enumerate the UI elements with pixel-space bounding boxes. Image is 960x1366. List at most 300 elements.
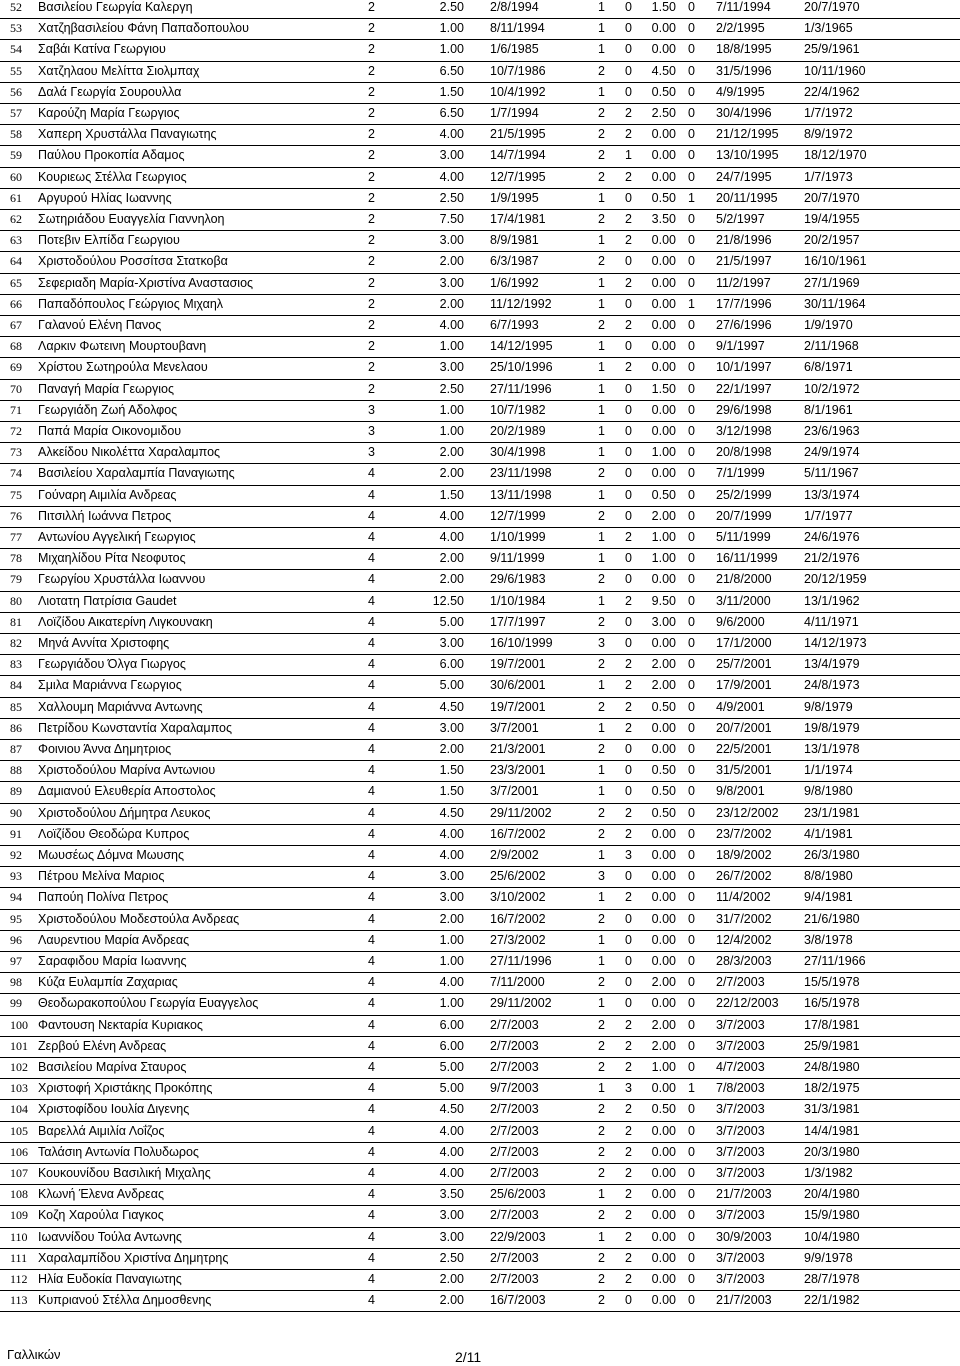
count-b: 2	[625, 530, 632, 544]
count-a: 2	[598, 975, 605, 990]
points: 4.50	[439, 805, 464, 820]
category: 4	[368, 487, 375, 502]
points: 1.00	[439, 21, 464, 36]
category: 2	[368, 360, 375, 375]
count-a: 1	[598, 445, 605, 460]
service-date: 17/9/2001	[716, 678, 772, 693]
extra-points: 0.00	[651, 911, 676, 926]
count-b: 1	[625, 148, 632, 163]
count-b: 0	[625, 84, 632, 99]
row-number: 53	[10, 21, 22, 36]
flag: 0	[688, 593, 695, 608]
appointment-date: 2/7/2003	[490, 1272, 539, 1286]
table-row	[0, 781, 960, 803]
service-date: 9/8/2001	[716, 784, 765, 799]
table-row	[0, 336, 960, 358]
row-number: 52	[10, 0, 22, 14]
birth-date: 1/9/1970	[804, 318, 853, 332]
count-a: 1	[598, 763, 605, 778]
extra-points: 0.00	[651, 339, 676, 354]
flag: 0	[688, 318, 695, 332]
full-name: Ποτεβιν Ελπίδα Γεωργιου	[38, 233, 180, 248]
birth-date: 23/1/1981	[804, 805, 860, 820]
flag: 0	[688, 720, 695, 735]
points: 4.00	[439, 318, 464, 332]
full-name: Βασιλείου Γεωργία Καλεργη	[38, 0, 193, 14]
flag: 1	[688, 296, 695, 311]
flag: 0	[688, 975, 695, 990]
birth-date: 22/4/1962	[804, 84, 860, 99]
full-name: Βασιλείου Χαραλαμπία Παναγιωτης	[38, 466, 235, 481]
appointment-date: 21/3/2001	[490, 742, 546, 756]
full-name: Κουκουνίδου Βασιλική Μιχαλης	[38, 1166, 211, 1180]
appointment-date: 1/10/1999	[490, 530, 546, 544]
birth-date: 20/3/1980	[804, 1144, 860, 1159]
service-date: 10/1/1997	[716, 360, 772, 375]
flag: 0	[688, 508, 695, 523]
full-name: Λοϊζίδου Αικατερίνη Λιγκουνακη	[38, 614, 213, 629]
table-row	[0, 400, 960, 422]
category: 4	[368, 1293, 375, 1308]
full-name: Χαλλουμη Μαριάννα Αντωνης	[38, 699, 203, 714]
points: 1.00	[439, 954, 464, 968]
service-date: 21/7/2003	[716, 1187, 772, 1202]
appointment-date: 1/6/1992	[490, 275, 539, 290]
service-date: 18/8/1995	[716, 42, 772, 57]
birth-date: 23/6/1963	[804, 424, 860, 438]
table-row	[0, 230, 960, 252]
birth-date: 21/6/1980	[804, 911, 860, 926]
row-number: 87	[10, 742, 22, 756]
appointment-date: 2/7/2003	[490, 1250, 539, 1265]
full-name: Μωυσέως Δόμνα Μωυσης	[38, 848, 185, 862]
birth-date: 20/7/1970	[804, 190, 860, 205]
full-name: Ζερβού Ελένη Ανδρεας	[38, 1038, 167, 1053]
table-row	[0, 930, 960, 952]
extra-points: 3.00	[651, 614, 676, 629]
extra-points: 2.00	[651, 975, 676, 990]
count-b: 0	[625, 0, 632, 14]
flag: 0	[688, 466, 695, 481]
birth-date: 4/11/1971	[804, 614, 859, 629]
count-a: 1	[598, 1187, 605, 1202]
appointment-date: 27/11/1996	[490, 954, 552, 968]
count-a: 2	[598, 1166, 605, 1180]
full-name: Θεοδωρακοπούλου Γεωργία Ευαγγελος	[38, 996, 259, 1011]
full-name: Παύλου Προκοπία Αδαμος	[38, 148, 185, 163]
row-number: 57	[10, 106, 22, 120]
service-date: 9/6/2000	[716, 614, 765, 629]
category: 4	[368, 996, 375, 1011]
table-row	[0, 188, 960, 210]
extra-points: 0.50	[651, 190, 676, 205]
service-date: 30/4/1996	[716, 106, 772, 120]
count-a: 3	[598, 636, 605, 650]
points: 2.00	[439, 572, 464, 587]
extra-points: 0.00	[651, 424, 676, 438]
service-date: 25/7/2001	[716, 657, 772, 672]
category: 2	[368, 254, 375, 269]
service-date: 7/1/1999	[716, 466, 765, 481]
full-name: Χριστοδούλου Ροσσίτσα Στατκοβα	[38, 254, 228, 269]
points: 2.00	[439, 296, 464, 311]
points: 4.00	[439, 826, 464, 841]
points: 3.00	[439, 148, 464, 163]
category: 2	[368, 190, 375, 205]
row-number: 103	[10, 1081, 28, 1096]
service-date: 21/8/2000	[716, 572, 772, 587]
service-date: 7/11/1994	[716, 0, 771, 14]
count-b: 0	[625, 339, 632, 354]
count-b: 0	[625, 572, 632, 587]
table-row	[0, 1078, 960, 1100]
appointment-date: 25/6/2002	[490, 869, 546, 884]
row-number: 78	[10, 551, 22, 566]
category: 2	[368, 63, 375, 78]
count-a: 2	[598, 169, 605, 184]
extra-points: 0.50	[651, 805, 676, 820]
category: 4	[368, 742, 375, 756]
table-row	[0, 824, 960, 846]
extra-points: 0.50	[651, 487, 676, 502]
count-b: 0	[625, 784, 632, 799]
row-number: 59	[10, 148, 22, 163]
row-number: 99	[10, 996, 22, 1011]
birth-date: 19/8/1979	[804, 720, 860, 735]
count-a: 1	[598, 1229, 605, 1244]
count-b: 2	[625, 720, 632, 735]
category: 4	[368, 1060, 375, 1074]
row-number: 104	[10, 1102, 28, 1117]
service-date: 31/5/1996	[716, 63, 772, 78]
birth-date: 20/4/1980	[804, 1187, 860, 1202]
service-date: 3/7/2003	[716, 1272, 765, 1286]
birth-date: 9/8/1980	[804, 784, 853, 799]
flag: 0	[688, 1060, 695, 1074]
service-date: 17/1/2000	[716, 636, 772, 650]
extra-points: 0.00	[651, 1166, 676, 1180]
full-name: Χαπερη Χρυστάλλα Παναγιωτης	[38, 127, 217, 142]
flag: 0	[688, 445, 695, 460]
extra-points: 0.00	[651, 233, 676, 248]
count-a: 1	[598, 21, 605, 36]
full-name: Χριστοδούλου Μαρίνα Αντωνιου	[38, 763, 216, 778]
count-b: 0	[625, 487, 632, 502]
birth-date: 27/1/1969	[804, 275, 860, 290]
birth-date: 18/2/1975	[804, 1081, 860, 1096]
table-row	[0, 39, 960, 61]
points: 2.00	[439, 466, 464, 481]
category: 4	[368, 826, 375, 841]
service-date: 20/8/1998	[716, 445, 772, 460]
flag: 0	[688, 1250, 695, 1265]
extra-points: 0.50	[651, 699, 676, 714]
table-row	[0, 993, 960, 1015]
count-b: 2	[625, 657, 632, 672]
row-number: 79	[10, 572, 22, 587]
appointment-date: 3/7/2001	[490, 720, 539, 735]
full-name: Δαλά Γεωργία Σουρουλλα	[38, 84, 182, 99]
points: 3.00	[439, 636, 464, 650]
service-date: 2/2/1995	[716, 21, 765, 36]
appointment-date: 17/7/1997	[490, 614, 546, 629]
service-date: 20/11/1995	[716, 190, 778, 205]
appointment-date: 25/10/1996	[490, 360, 553, 375]
footer-subject: Γαλλικών	[7, 1347, 61, 1362]
full-name: Χριστοδούλου Δήμητρα Λευκος	[38, 805, 211, 820]
points: 2.50	[439, 1250, 464, 1265]
full-name: Λαρκιν Φωτεινη Μουρτουβανη	[38, 339, 207, 354]
row-number: 54	[10, 42, 22, 57]
flag: 0	[688, 1102, 695, 1117]
count-b: 0	[625, 445, 632, 460]
category: 2	[368, 275, 375, 290]
extra-points: 0.50	[651, 763, 676, 778]
points: 2.00	[439, 1293, 464, 1308]
full-name: Πέτρου Μελίνα Μαριος	[38, 869, 165, 884]
extra-points: 0.00	[651, 360, 676, 375]
row-number: 75	[10, 487, 22, 502]
points: 1.00	[439, 996, 464, 1011]
points: 1.50	[439, 487, 464, 502]
appointment-date: 30/6/2001	[490, 678, 546, 693]
row-number: 85	[10, 699, 22, 714]
row-number: 91	[10, 826, 22, 841]
category: 4	[368, 614, 375, 629]
full-name: Γεωργιάδου Όλγα Γιωργος	[38, 657, 186, 672]
points: 3.00	[439, 275, 464, 290]
flag: 0	[688, 657, 695, 672]
extra-points: 0.00	[651, 954, 676, 968]
extra-points: 0.00	[651, 996, 676, 1011]
flag: 0	[688, 21, 695, 36]
full-name: Κουριεως Στέλλα Γεωργιος	[38, 169, 187, 184]
points: 4.00	[439, 1123, 464, 1138]
service-date: 16/11/1999	[716, 551, 778, 566]
count-a: 2	[598, 106, 605, 120]
points: 2.50	[439, 381, 464, 396]
points: 2.00	[439, 551, 464, 566]
points: 5.00	[439, 1060, 464, 1074]
appointment-date: 22/9/2003	[490, 1229, 546, 1244]
table-row	[0, 866, 960, 888]
full-name: Ιωαννίδου Τούλα Αντωνης	[38, 1229, 182, 1244]
count-b: 2	[625, 127, 632, 142]
count-b: 2	[625, 1038, 632, 1053]
table-row	[0, 739, 960, 761]
service-date: 7/8/2003	[716, 1081, 765, 1096]
count-a: 2	[598, 1250, 605, 1265]
count-b: 2	[625, 1208, 632, 1223]
row-number: 72	[10, 424, 22, 438]
flag: 0	[688, 678, 695, 693]
extra-points: 2.00	[651, 657, 676, 672]
extra-points: 0.00	[651, 1081, 676, 1096]
table-row	[0, 315, 960, 337]
count-b: 2	[625, 1017, 632, 1032]
birth-date: 1/1/1974	[804, 763, 853, 778]
count-a: 1	[598, 848, 605, 862]
count-a: 2	[598, 318, 605, 332]
flag: 0	[688, 127, 695, 142]
count-b: 0	[625, 63, 632, 78]
extra-points: 0.00	[651, 1250, 676, 1265]
full-name: Χατζηλαου Μελίττα Σιολμπαχ	[38, 63, 200, 78]
count-a: 1	[598, 402, 605, 417]
appointment-date: 16/7/2003	[490, 1293, 546, 1308]
flag: 0	[688, 1272, 695, 1286]
full-name: Ηλία Ευδοκία Παναγιωτης	[38, 1272, 182, 1286]
row-number: 58	[10, 127, 22, 142]
extra-points: 0.00	[651, 869, 676, 884]
extra-points: 0.00	[651, 275, 676, 290]
service-date: 3/7/2003	[716, 1144, 765, 1159]
extra-points: 0.00	[651, 127, 676, 142]
extra-points: 0.00	[651, 1293, 676, 1308]
points: 1.00	[439, 932, 464, 947]
table-row	[0, 442, 960, 464]
birth-date: 24/8/1980	[804, 1060, 860, 1074]
category: 4	[368, 1166, 375, 1180]
flag: 0	[688, 84, 695, 99]
birth-date: 4/1/1981	[804, 826, 853, 841]
flag: 0	[688, 212, 695, 226]
count-a: 2	[598, 63, 605, 78]
category: 3	[368, 424, 375, 438]
row-number: 97	[10, 954, 22, 968]
appointment-date: 29/6/1983	[490, 572, 546, 587]
extra-points: 0.00	[651, 1187, 676, 1202]
extra-points: 0.00	[651, 826, 676, 841]
appointment-date: 2/7/2003	[490, 1060, 539, 1074]
row-number: 68	[10, 339, 22, 354]
category: 4	[368, 784, 375, 799]
points: 4.00	[439, 975, 464, 990]
service-date: 4/9/2001	[716, 699, 765, 714]
birth-date: 1/7/1977	[804, 508, 853, 523]
row-number: 74	[10, 466, 22, 481]
category: 4	[368, 699, 375, 714]
table-row	[0, 1099, 960, 1121]
service-date: 5/2/1997	[716, 212, 765, 226]
category: 2	[368, 21, 375, 36]
birth-date: 24/9/1974	[804, 445, 860, 460]
table-row	[0, 845, 960, 867]
birth-date: 1/3/1965	[804, 21, 853, 36]
birth-date: 13/1/1978	[804, 742, 860, 756]
flag: 0	[688, 911, 695, 926]
service-date: 23/7/2002	[716, 826, 772, 841]
service-date: 24/7/1995	[716, 169, 772, 184]
birth-date: 30/11/1964	[804, 296, 866, 311]
full-name: Παπούη Πολίνα Πετρος	[38, 890, 169, 905]
count-b: 0	[625, 975, 632, 990]
full-name: Παναγή Μαρία Γεωργιος	[38, 381, 174, 396]
points: 7.50	[439, 212, 464, 226]
flag: 0	[688, 805, 695, 820]
row-number: 65	[10, 275, 22, 290]
extra-points: 0.00	[651, 636, 676, 650]
row-number: 95	[10, 911, 22, 926]
category: 4	[368, 1144, 375, 1159]
service-date: 22/5/2001	[716, 742, 772, 756]
appointment-date: 8/11/1994	[490, 21, 545, 36]
row-number: 108	[10, 1187, 28, 1202]
birth-date: 20/2/1957	[804, 233, 860, 248]
table-row	[0, 675, 960, 697]
count-a: 1	[598, 720, 605, 735]
appointment-date: 2/7/2003	[490, 1102, 539, 1117]
table-row	[0, 909, 960, 931]
row-number: 98	[10, 975, 22, 990]
points: 4.50	[439, 1102, 464, 1117]
table-row	[0, 1036, 960, 1058]
category: 2	[368, 148, 375, 163]
category: 4	[368, 551, 375, 566]
extra-points: 0.00	[651, 254, 676, 269]
extra-points: 1.00	[651, 551, 676, 566]
count-b: 2	[625, 106, 632, 120]
category: 4	[368, 890, 375, 905]
row-number: 113	[10, 1293, 28, 1308]
points: 1.00	[439, 339, 464, 354]
count-b: 0	[625, 296, 632, 311]
row-number: 83	[10, 657, 22, 672]
table-row	[0, 61, 960, 83]
table-row	[0, 1205, 960, 1227]
appointment-date: 2/7/2003	[490, 1166, 539, 1180]
full-name: Σαραφιδου Μαρία Ιωαννης	[38, 954, 187, 968]
extra-points: 1.00	[651, 530, 676, 544]
flag: 0	[688, 826, 695, 841]
extra-points: 0.00	[651, 848, 676, 862]
count-a: 1	[598, 678, 605, 693]
count-a: 2	[598, 614, 605, 629]
birth-date: 20/7/1970	[804, 0, 860, 14]
appointment-date: 23/11/1998	[490, 466, 552, 481]
service-date: 3/11/2000	[716, 593, 771, 608]
row-number: 76	[10, 508, 22, 523]
flag: 0	[688, 572, 695, 587]
extra-points: 0.00	[651, 1208, 676, 1223]
full-name: Λαυρεντιου Μαρία Ανδρεας	[38, 932, 190, 947]
row-number: 73	[10, 445, 22, 460]
flag: 0	[688, 636, 695, 650]
service-date: 3/7/2003	[716, 1017, 765, 1032]
flag: 0	[688, 275, 695, 290]
flag: 0	[688, 254, 695, 269]
appointment-date: 20/2/1989	[490, 424, 546, 438]
table-row	[0, 1121, 960, 1143]
appointment-date: 12/7/1999	[490, 508, 546, 523]
table-row	[0, 697, 960, 719]
count-a: 2	[598, 805, 605, 820]
table-row	[0, 718, 960, 740]
appointment-date: 16/7/2002	[490, 911, 546, 926]
row-number: 90	[10, 805, 22, 820]
service-date: 21/7/2003	[716, 1293, 772, 1308]
count-b: 2	[625, 1187, 632, 1202]
appointment-date: 11/12/1992	[490, 296, 552, 311]
appointment-date: 10/4/1992	[490, 84, 546, 99]
appointment-date: 27/11/1996	[490, 381, 552, 396]
appointment-date: 14/7/1994	[490, 148, 546, 163]
count-a: 2	[598, 699, 605, 714]
table-row	[0, 506, 960, 528]
full-name: Αλκείδου Νικολέττα Χαραλαμπος	[38, 445, 221, 460]
category: 4	[368, 1102, 375, 1117]
full-name: Σεφεριαδη Μαρία-Χριστίνα Αναστασιος	[38, 275, 254, 290]
